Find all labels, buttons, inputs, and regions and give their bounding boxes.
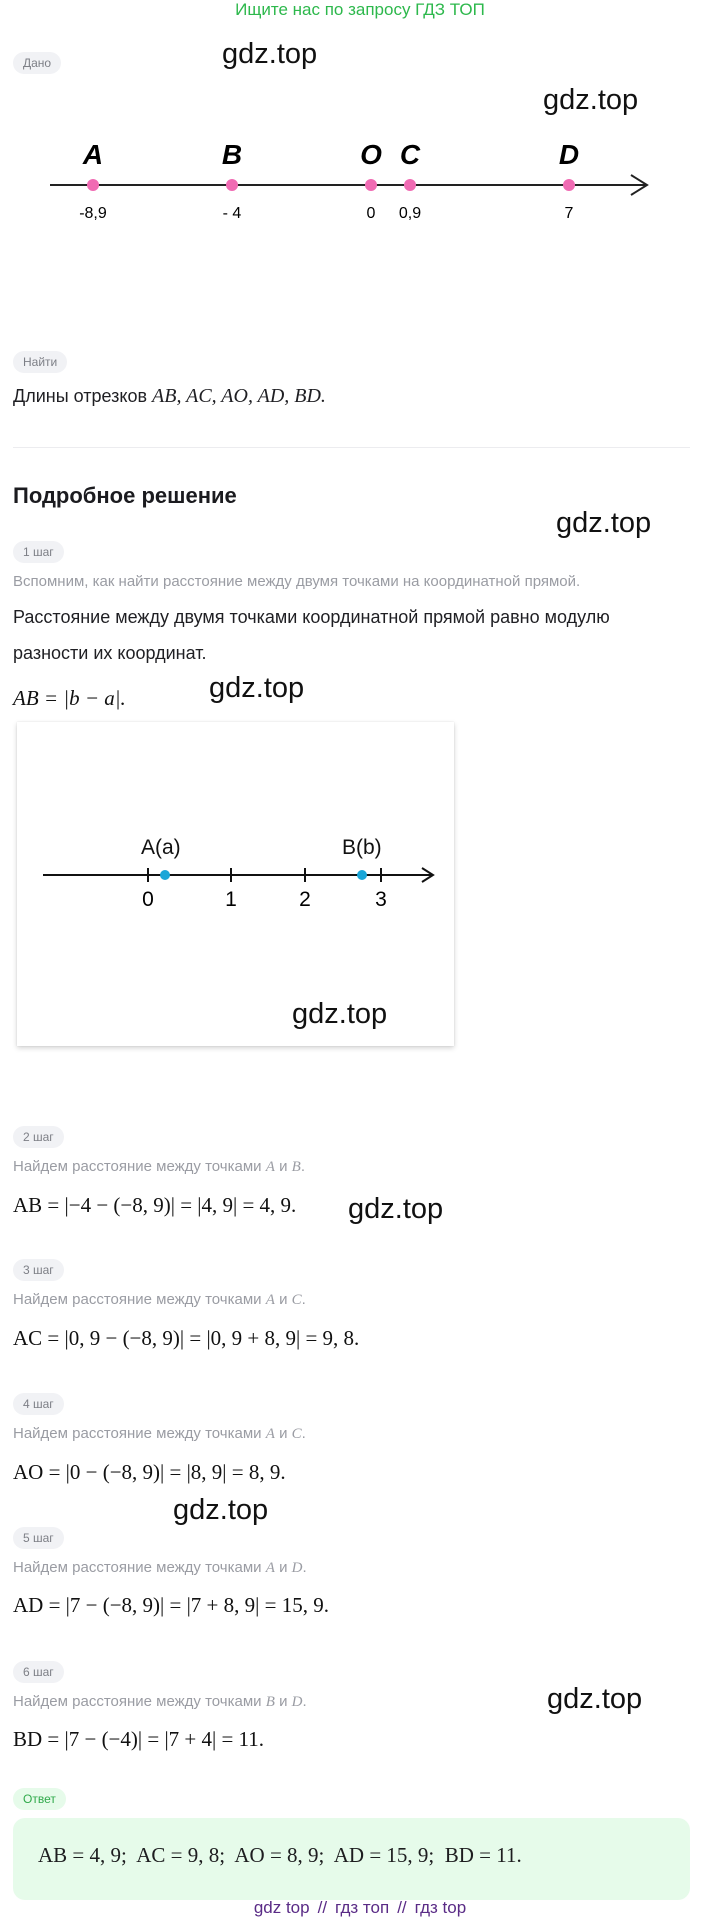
point-a	[87, 179, 99, 191]
step-formula: AO = |0 − (−8, 9)| = |8, 9| = 8, 9.	[13, 1460, 286, 1484]
search-banner: Ищите нас по запросу ГДЗ ТОП	[235, 0, 485, 19]
step-hint: Найдем расстояние между точками A и C.	[13, 1291, 306, 1308]
figure-label-a: A(a)	[141, 836, 181, 859]
step-text: Расстояние между двумя точками координатной прямой равно модулю	[13, 607, 610, 627]
point-o	[365, 179, 377, 191]
given-badge: Дано	[13, 52, 61, 74]
watermark: gdz.top	[209, 672, 305, 704]
point-label-c: C	[399, 139, 421, 170]
watermark: gdz.top	[173, 1494, 269, 1526]
step-text: разности их координат.	[13, 643, 207, 663]
answer-formula: AB = 4, 9; AC = 9, 8; AO = 8, 9; AD = 15, 9; BD = 11.	[38, 1843, 522, 1867]
point-label-o: O	[360, 139, 382, 170]
find-segments: AB, AC, AO, AD, BD.	[152, 385, 326, 407]
step-formula: AC = |0, 9 − (−8, 9)| = |0, 9 + 8, 9| = 9, 8.	[13, 1326, 360, 1350]
coordinate-figure-drawing	[17, 722, 454, 1046]
step-formula: BD = |7 − (−4)| = |7 + 4| = 11.	[13, 1727, 265, 1751]
footer-links	[0, 1898, 720, 1918]
answer-badge: Ответ	[13, 1788, 66, 1810]
step-hint: Найдем расстояние между точками A и B.	[13, 1158, 305, 1175]
point-label-a: A	[82, 139, 104, 170]
footer-separator: //	[317, 1898, 328, 1917]
watermark: gdz.top	[547, 1683, 643, 1715]
figure-tick-label: 3	[375, 888, 387, 911]
divider	[13, 447, 690, 448]
step-hint: Вспомним, как найти расстояние между двумя точками на координатной прямой.	[13, 573, 581, 590]
step-badge: 5 шаг	[13, 1527, 64, 1549]
point-b	[226, 179, 238, 191]
step-badge: 4 шаг	[13, 1393, 64, 1415]
step-formula: AB = |−4 − (−8, 9)| = |4, 9| = 4, 9.	[13, 1193, 297, 1217]
find-statement: Длины отрезков AB, AC, AO, AD, BD.	[13, 385, 326, 407]
footer-link[interactable]: gdz top	[253, 1898, 310, 1917]
point-value-b: - 4	[222, 205, 242, 222]
step-hint: Найдем расстояние между точками A и D.	[13, 1559, 307, 1576]
figure-tick-label: 2	[299, 888, 311, 911]
point-value-o: 0	[366, 205, 376, 222]
footer-separator: //	[397, 1898, 407, 1917]
step-badge: 1 шаг	[13, 541, 64, 563]
step-formula: AD = |7 − (−8, 9)| = |7 + 8, 9| = 15, 9.	[13, 1593, 329, 1617]
footer-link[interactable]: гдз top	[414, 1898, 467, 1917]
watermark: gdz.top	[556, 507, 652, 539]
footer-link[interactable]: гдз топ	[335, 1898, 390, 1917]
step-badge: 6 шаг	[13, 1661, 64, 1683]
watermark: gdz.top	[348, 1193, 444, 1225]
watermark: gdz.top	[292, 998, 388, 1030]
step-formula: AB = |b − a|.	[13, 686, 126, 710]
point-label-d: D	[558, 139, 580, 170]
point-d	[563, 179, 575, 191]
point-value-a: -8,9	[79, 205, 107, 222]
number-line-figure	[0, 130, 720, 230]
step-hint: Найдем расстояние между точками B и D.	[13, 1693, 307, 1710]
step-badge: 2 шаг	[13, 1126, 64, 1148]
figure-label-b: B(b)	[342, 836, 382, 859]
step-hint: Найдем расстояние между точками A и C.	[13, 1425, 306, 1442]
point-label-b: B	[221, 139, 243, 170]
figure-tick-label: 0	[142, 888, 154, 911]
figure-point-b	[357, 870, 367, 880]
point-value-c: 0,9	[398, 205, 422, 222]
figure-tick-label: 1	[225, 888, 237, 911]
watermark: gdz.top	[543, 84, 639, 116]
point-c	[404, 179, 416, 191]
watermark: gdz.top	[222, 38, 318, 70]
find-badge: Найти	[13, 351, 67, 373]
point-value-d: 7	[564, 205, 574, 222]
step-badge: 3 шаг	[13, 1259, 64, 1281]
solution-title: Подробное решение	[13, 483, 237, 508]
figure-point-a	[160, 870, 170, 880]
